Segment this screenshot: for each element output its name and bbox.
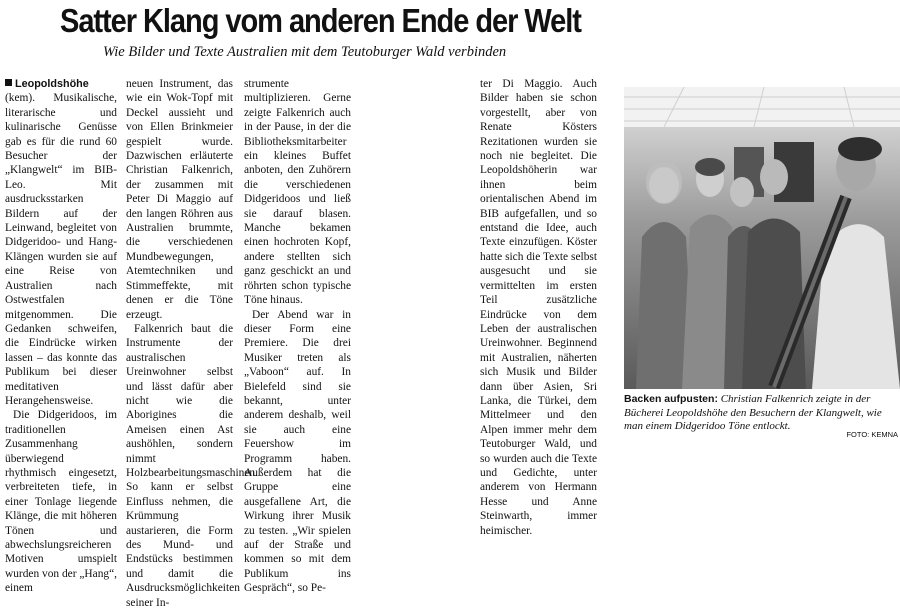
paragraph-text: (kem). Musikalische, literarische und kulinarische Genüsse gab es für die rund 60 Besucher der „Klangwelt“ im BIB-Leo. Mit ausdrucksstarken Bildern auf der Leinwand, begleitet von Didgeridoo- und Hang-Klängen wurden sie auf eine Reise von Australien nach Ostwestfalen mitgenommen. Die Gedanken schweifen, die Eindrücke wirken lassen – das konnte das Publikum bei dieser meditativen Herangehensweise. <box>5 92 117 407</box>
paragraph: ter Di Maggio. Auch Bilder haben sie schon vorgestellt, aber von Renate Kösters Rezitationen wurden sie noch nie begleitet. Die Leopoldshöherin war ihnen beim orientalischen Abend im BIB aufgefallen, und so entstand die Idee, auch Texte einzufügen. Köster hatte sich die Texte selbst ausgesucht und sie vermittelten im ersten Teil zusätzliche Eindrücke von dem Leben der australischen Ureinwohner. Beginnend mit Australien, näherten sich Musik und Bilder dann über Asien, Sri Lanka, die Türkei, dem Mittelmeer und den Alpen immer mehr dem Teutoburger Wald, und so wurden auch die Texte und Gedichte, unter anderem von Hermann Hesse und Anne Steinwarth, immer heimischer. <box>480 78 597 537</box>
paragraph: neuen Instrument, das wie ein Wok-Topf mit Deckel aussieht und von Ellen Brinkmeier gespielt wurde. Dazwischen erläuterte Christian Falkenrich, der zusammen mit Peter Di Maggio auf den langen Röhren aus Australien brummte, die verschiedenen Mundbewegungen, Atemtechniken und Stimmeffekte, mit denen er die Töne erzeugt. <box>126 78 233 321</box>
photo-caption <box>624 393 898 434</box>
dateline: Leopoldshöhe <box>15 78 89 90</box>
concert-photo <box>624 87 900 389</box>
paragraph: strumente multiplizieren. Gerne zeigte Falkenrich auch in der Pause, in der die Bibliotheksmitarbeiter ein kleines Buffet anboten, den Zuhörern die verschiedenen Didgeridoos und ließ sie darauf blasen. Manche bekamen einen hochroten Kopf, andere stellten sich ganz geschickt an und röhrten schon typische Töne hinaus. <box>244 78 351 307</box>
photo-credit: FOTO: KEMNA <box>846 430 898 439</box>
caption-text: Christian Falkenrich zeigte in der Bücherei Leopoldshöhe den Besuchern der Klangwelt, wie man einem Didgeridoo Töne entlockt. <box>624 393 882 433</box>
paragraph: Die Didgeridoos, im traditionellen Zusammenhang überwiegend rhythmisch eingesetzt, verbreiteten tiefe, in einer Tonlage liegende Klänge, die mit höheren Tönen und abwechslungsreicheren Motiven umspielt wurden von der „Hang“, einem <box>5 409 117 595</box>
caption-lead: Backen aufpusten: <box>624 393 718 405</box>
paragraph <box>5 77 117 408</box>
photo-illustration <box>624 87 900 389</box>
subheadline: Wie Bilder und Texte Australien mit dem Teutoburger Wald verbinden <box>103 44 507 60</box>
article-column-3 <box>244 77 351 596</box>
article-column-1 <box>5 77 117 596</box>
headline: Satter Klang vom anderen Ende der Welt <box>60 2 581 39</box>
paragraph: Der Abend war in dieser Form eine Premiere. Die drei Musiker treten als „Vaboon“ auf. In Bielefeld sind sie bekannt, unter anderem deshalb, weil sie auch eine Feuershow im Programm haben. Außerdem hat die Gruppe eine ausgefallene Art, die Wirkung ihrer Musik zu testen. „Wir spielen auf der Straße und kommen so mit dem Publikum ins Gespräch“, so Pe- <box>244 308 351 595</box>
article-column-2 <box>126 77 258 610</box>
article-column-4 <box>480 77 597 538</box>
bullet-square-icon <box>5 79 12 86</box>
paragraph: Falkenrich baut die Instrumente der australischen Ureinwohner selbst und lässt dafür aber nicht wie die Aborigines die Ameisen einen Ast aushöhlen, sondern nimmt Holzbearbeitungsmaschinen. So kann er selbst Einfluss nehmen, die Krümmung austarieren, die Form des Mund- und Endstücks bestimmen und damit die Ausdrucksmöglichkeiten seiner In- <box>126 322 258 609</box>
